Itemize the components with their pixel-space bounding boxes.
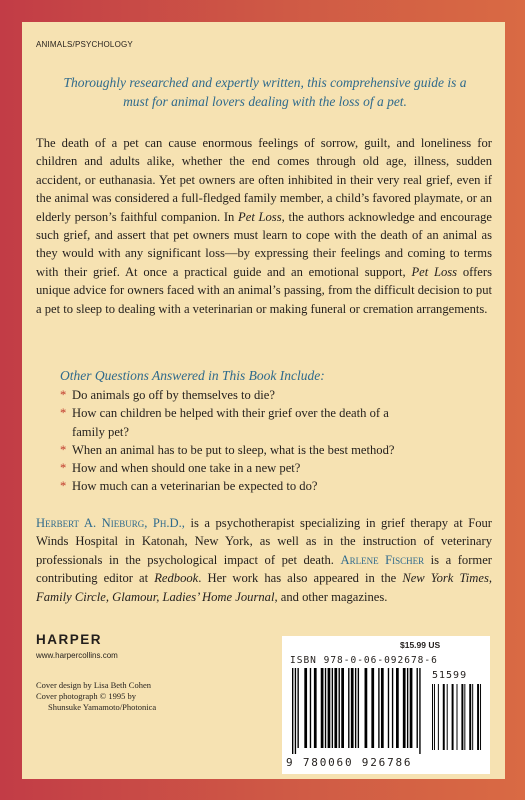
question-item: * Do animals go off by themselves to die? [60,386,480,404]
publisher-logo: HARPER [36,632,103,647]
design-credit: Cover design by Lisa Beth Cohen [36,680,151,690]
question-item: * How can children be helped with their grief over the death of a family pet? [60,404,480,441]
bio-text-1: is a psychotherapist specializing in grief therapy at Four Winds Hospital in Katonah, New York, as well as in the instruction of veterinary professionals in the psychological impact of pet death. [36,516,492,567]
ean-number: 9 780060 926786 [286,756,413,769]
isbn-text: ISBN 978-0-06-092678-6 [290,655,438,666]
photographer-credit: Shunsuke Yamamoto/Photonica [48,701,157,712]
author-name-1: Herbert A. Nieburg, Ph.D., [36,516,185,530]
question-item: * How much can a veterinarian be expected to do? [60,477,480,495]
addon-barcode-icon [432,684,484,754]
author-bio [36,514,492,606]
tagline: Thoroughly researched and expertly written, this comprehensive guide is a must for animal lovers dealing with the loss of a pet. [63,75,467,109]
description [36,134,492,318]
bio-text-2: is a former contributing editor at [36,552,492,586]
description-part-2: , the authors acknowledge and encourage such grief, and assert that pet owners must learn to cope with the death of an animal as they would with any significant loss—by expressing their feelings and coming to terms with their grief. At once a practical guide and an emotional support, [36,209,492,279]
publisher-website: www.harpercollins.com [36,651,118,660]
magazine-list: New York Times, Family Circle, Glamour, Ladies’ Home Journal, [36,571,492,604]
photo-credit: Cover photograph © 1995 by [36,690,136,701]
question-item: * How and when should one take in a new pet? [60,459,480,477]
description-part-1: The death of a pet can cause enormous feelings of sorrow, guilt, and loneliness for children and adults alike, whether the end comes through old age, illness, sudden accident, or euthanasia. Yet pet owners are often inhibited in their very real grief, even if the animal was considered a full-fledged family member, a child’s favored playmate, or an elderly person’s faithful companion. In [36,136,492,224]
description-part-3: offers unique advice for owners faced with an animal’s passing, from the difficult decision to put a pet to sleep to dealing with a veterinarian or making funeral or cremation arrangements. [36,264,492,316]
magazine-1: Redbook [154,571,199,586]
category-label: ANIMALS/PSYCHOLOGY [36,40,133,49]
bio-text-3: . Her work has also appeared in the [198,571,403,586]
cover-credits [36,680,256,712]
question-item: * When an animal has to be put to sleep, what is the best method? [60,441,480,459]
book-title-2: Pet Loss [411,264,458,279]
questions-list [60,386,480,496]
author-name-2: Arlene Fischer [340,552,425,567]
cream-panel [22,22,505,779]
barcode-box [282,636,490,774]
addon-number: 51599 [432,670,468,681]
price: $15.99 US [400,640,441,650]
ean-barcode-icon [292,668,424,754]
bio-text-4: and other magazines. [277,589,388,604]
questions-heading: Other Questions Answered in This Book Include: [60,368,325,383]
book-title-1: Pet Loss [238,209,282,224]
